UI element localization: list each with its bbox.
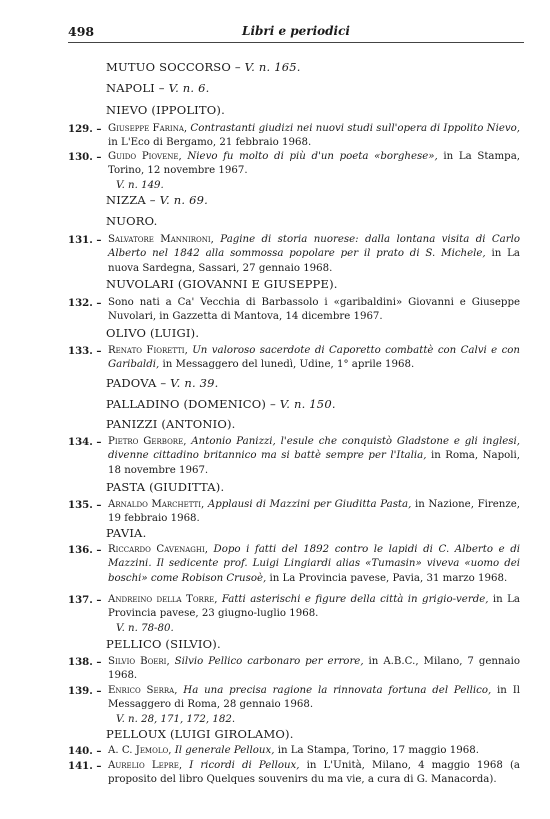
cross-reference: V. n. 149. <box>116 179 164 191</box>
entry-number: 136. – <box>68 544 102 556</box>
entry-number: 132. – <box>68 297 102 309</box>
section-heading: NAPOLI – V. n. 6. <box>106 81 210 95</box>
section-heading: PAVIA. <box>106 526 147 540</box>
page-header <box>68 24 524 43</box>
bibliography-entry: 132. – Sono nati a Ca' Vecchia di Barbassolo i «garibaldini» Giovanni e Giuseppe Nuvolari, in Gazzetta di Mantova, 14 dicembre 1967. <box>68 297 520 323</box>
section-heading: NUVOLARI (GIOVANNI E GIUSEPPE). <box>106 277 338 291</box>
bibliography-entry: 133. – Renato Fioretti, Un valoroso sacerdote di Caporetto combattè con Calvi e con Garibaldi, in Messaggero del lunedì, Udine, 1° aprile 1968. <box>68 345 520 371</box>
entry-number: 133. – <box>68 345 102 357</box>
entry-number: 129. – <box>68 123 102 135</box>
section-heading: PASTA (GIUDITTA). <box>106 480 225 494</box>
entry-number: 138. – <box>68 656 102 668</box>
section-heading: PELLICO (SILVIO). <box>106 637 221 651</box>
section-heading: MUTUO SOCCORSO – V. n. 165. <box>106 60 301 74</box>
entry-number: 134. – <box>68 436 102 448</box>
entry-number: 140. – <box>68 745 102 757</box>
entry-number: 131. – <box>68 234 102 246</box>
entry-number: 137. – <box>68 594 102 606</box>
section-heading: PALLADINO (DOMENICO) – V. n. 150. <box>106 397 336 411</box>
bibliography-entry: 141. – Aurelio Lepre, I ricordi di Pelloux, in L'Unità, Milano, 4 maggio 1968 (a proposito del libro Quelques souvenirs du ma vie, a cura di G. Manacorda). <box>68 760 520 786</box>
bibliography-entry: 134. – Pietro Gerbore, Antonio Panizzi, l'esule che conquistò Gladstone e gli inglesi, divenne cittadino britannico ma si battè sempre per l'Italia, in Roma, Napoli, 18 novembre 1967. <box>68 436 520 476</box>
bibliography-entry: 130. – Guido Piovene, Nievo fu molto di più d'un poeta «borghese», in La Stampa, Torino, 12 novembre 1967. V. n. 149. <box>68 150 520 193</box>
running-title: Libri e periodici <box>242 24 350 38</box>
bibliography-entry: 139. – Enrico Serra, Ha una precisa ragione la rinnovata fortuna del Pellico, in Il Messaggero di Roma, 28 gennaio 1968. V. n. 28, 171, 172, 182. <box>68 684 520 727</box>
entry-number: 135. – <box>68 499 102 511</box>
section-heading: PELLOUX (LUIGI GIROLAMO). <box>106 727 294 741</box>
section-heading: OLIVO (LUIGI). <box>106 326 200 340</box>
section-heading: PADOVA – V. n. 39. <box>106 376 219 390</box>
page-number: 498 <box>68 24 95 39</box>
bibliography-entry: 131. – Salvatore Mannironi, Pagine di storia nuorese: dalla lontana visita di Carlo Alberto nel 1842 alla sommossa popolare per il prato di S. Michele, in La nuova Sardegna, Sassari, 27 gennaio 1968. <box>68 234 521 274</box>
bibliography-entry: 129. – Giuseppe Farina, Contrastanti giudizi nei nuovi studi sull'opera di Ippolito Nievo, in L'Eco di Bergamo, 21 febbraio 1968. <box>68 123 520 149</box>
section-heading: NIEVO (IPPOLITO). <box>106 103 225 117</box>
entry-number: 130. – <box>68 151 102 163</box>
section-heading: NUORO. <box>106 214 158 228</box>
section-heading: NIZZA – V. n. 69. <box>106 193 208 207</box>
bibliography-entry: 135. – Arnaldo Marchetti, Applausi di Mazzini per Giuditta Pasta, in Nazione, Firenze, 19 febbraio 1968. <box>68 499 520 525</box>
bibliography-entry: 137. – Andreino della Torre, Fatti asterischi e figure della città in grigio-verde, in La Provincia pavese, 23 giugno-luglio 1968. V. n. 78-80. <box>68 593 520 636</box>
bibliography-entry: 138. – Silvio Boeri, Silvio Pellico carbonaro per errore, in A.B.C., Milano, 7 gennaio 1968. <box>68 656 521 682</box>
bibliography-entry: 136. – Riccardo Cavenaghi, Dopo i fatti del 1892 contro le lapidi di C. Alberto e di Mazzini. Il sedicente prof. Luigi Lingiardi alias «Tumasin» viveva «uomo dei boschi» come Robison Crusoè, in La Provincia pavese, Pavia, 31 marzo 1968. <box>68 544 521 584</box>
section-heading: PANIZZI (ANTONIO). <box>106 417 236 431</box>
entry-number: 141. – <box>68 760 102 772</box>
entry-number: 139. – <box>68 685 102 697</box>
cross-reference: V. n. 78-80. <box>116 622 174 634</box>
bibliography-entry: 140. – A. C. Jemolo, Il generale Pelloux, in La Stampa, Torino, 17 maggio 1968. <box>68 745 479 757</box>
cross-reference: V. n. 28, 171, 172, 182. <box>116 713 236 725</box>
